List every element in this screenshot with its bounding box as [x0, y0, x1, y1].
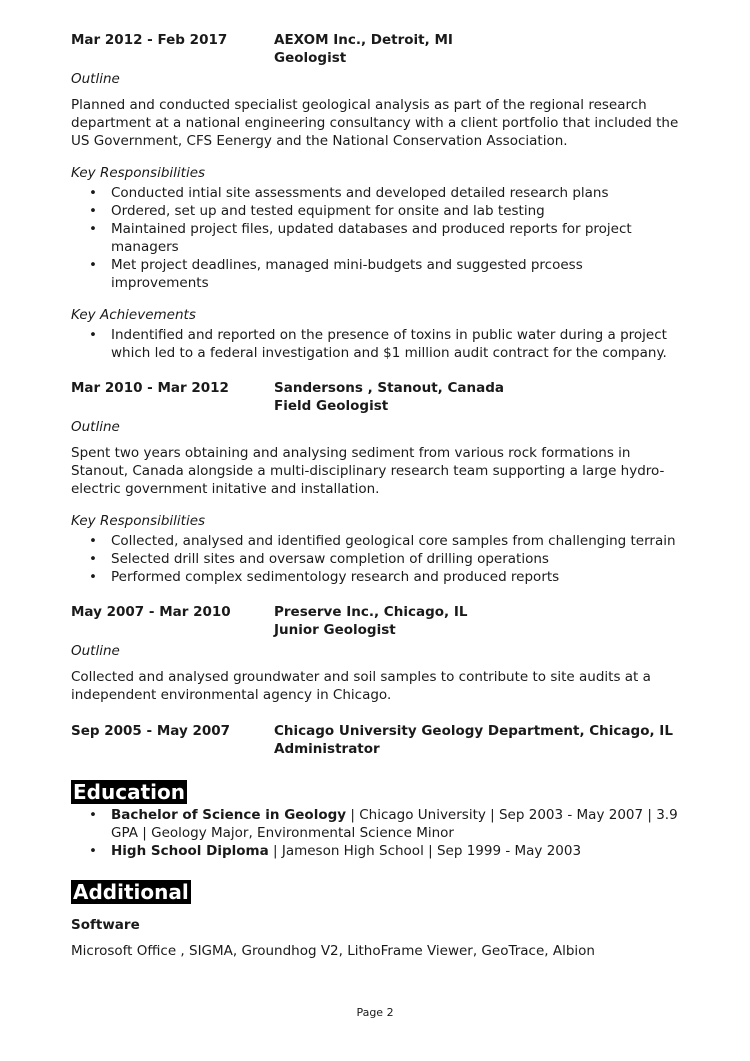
job-dates: Mar 2010 - Mar 2012 — [71, 380, 229, 396]
list-item: • Conducted intial site assessments and developed detailed research plans — [71, 184, 681, 202]
responsibilities-label: Key Responsibilities — [71, 513, 206, 529]
responsibilities-list — [71, 532, 681, 586]
list-item: • Met project deadlines, managed mini-budgets and suggested prcoess improvements — [71, 256, 681, 292]
job-title: Geologist — [274, 50, 347, 66]
achievements-label: Key Achievements — [71, 307, 196, 323]
list-item: • Indentified and reported on the presence of toxins in public water during a project which led to a federal investigation and $1 million audit contract for the company. — [71, 326, 681, 362]
degree-details: | Jameson High School | Sep 1999 - May 2003 — [268, 843, 582, 859]
job-company: Chicago University Geology Department, Chicago, IL — [274, 723, 673, 739]
job-dates: Sep 2005 - May 2007 — [71, 723, 231, 739]
job-org — [274, 722, 681, 758]
list-item: • Performed complex sedimentology research and produced reports — [71, 568, 681, 586]
job-company: Sandersons , Stanout, Canada — [274, 380, 504, 396]
job-title: Administrator — [274, 741, 380, 757]
responsibilities-list — [71, 184, 681, 292]
job-title: Junior Geologist — [274, 622, 396, 638]
job-entry — [71, 31, 681, 362]
job-entry — [71, 722, 681, 758]
job-entry — [71, 603, 681, 704]
job-title: Field Geologist — [274, 398, 389, 414]
education-list — [71, 806, 681, 860]
page-number: Page 2 — [356, 1006, 394, 1019]
job-org — [274, 379, 681, 415]
job-outline: Collected and analysed groundwater and soil samples to contribute to site audits at a independent environmental agency in Chicago. — [71, 669, 651, 703]
list-item — [71, 806, 681, 842]
list-item — [71, 842, 681, 860]
software-label: Software — [71, 917, 140, 933]
education-section — [71, 758, 681, 860]
section-heading-education: Education — [73, 780, 185, 804]
job-header — [71, 379, 681, 415]
additional-section — [71, 860, 681, 960]
job-header — [71, 31, 681, 67]
job-company: Preserve Inc., Chicago, IL — [274, 604, 468, 620]
responsibilities-label: Key Responsibilities — [71, 165, 206, 181]
job-org — [274, 31, 681, 67]
list-item: • Collected, analysed and identified geological core samples from challenging terrain — [71, 532, 681, 550]
achievements-list — [71, 326, 681, 362]
list-item: • Maintained project files, updated databases and produced reports for project managers — [71, 220, 681, 256]
job-org — [274, 603, 681, 639]
list-item: • Ordered, set up and tested equipment for onsite and lab testing — [71, 202, 681, 220]
job-dates: Mar 2012 - Feb 2017 — [71, 32, 228, 48]
outline-label: Outline — [71, 643, 120, 659]
job-header — [71, 603, 681, 639]
software-list: Microsoft Office , SIGMA, Groundhog V2, LithoFrame Viewer, GeoTrace, Albion — [71, 943, 595, 959]
job-outline: Planned and conducted specialist geological analysis as part of the regional research department at a national engineering consultancy with a client portfolio that included the US Government, CFS Eenergy and the National Conservation Association. — [71, 97, 679, 149]
list-item: • Selected drill sites and oversaw completion of drilling operations — [71, 550, 681, 568]
job-header — [71, 722, 681, 758]
job-dates: May 2007 - Mar 2010 — [71, 604, 231, 620]
job-company: AEXOM Inc., Detroit, MI — [274, 32, 453, 48]
resume-page — [71, 31, 681, 960]
degree-name: Bachelor of Science in Geology — [111, 807, 347, 823]
degree-name: High School Diploma — [111, 843, 269, 859]
section-heading-additional: Additional — [73, 880, 189, 904]
outline-label: Outline — [71, 419, 120, 435]
degree-details: | Chicago University | Sep 2003 - May 2007 | 3.9 GPA | Geology Major, Environmental Science Minor — [111, 807, 678, 841]
outline-label: Outline — [71, 71, 120, 87]
job-outline: Spent two years obtaining and analysing sediment from various rock formations in Stanout, Canada alongside a multi-disciplinary research team supporting a large hydro-electric government initative and installation. — [71, 445, 665, 497]
job-entry — [71, 379, 681, 586]
